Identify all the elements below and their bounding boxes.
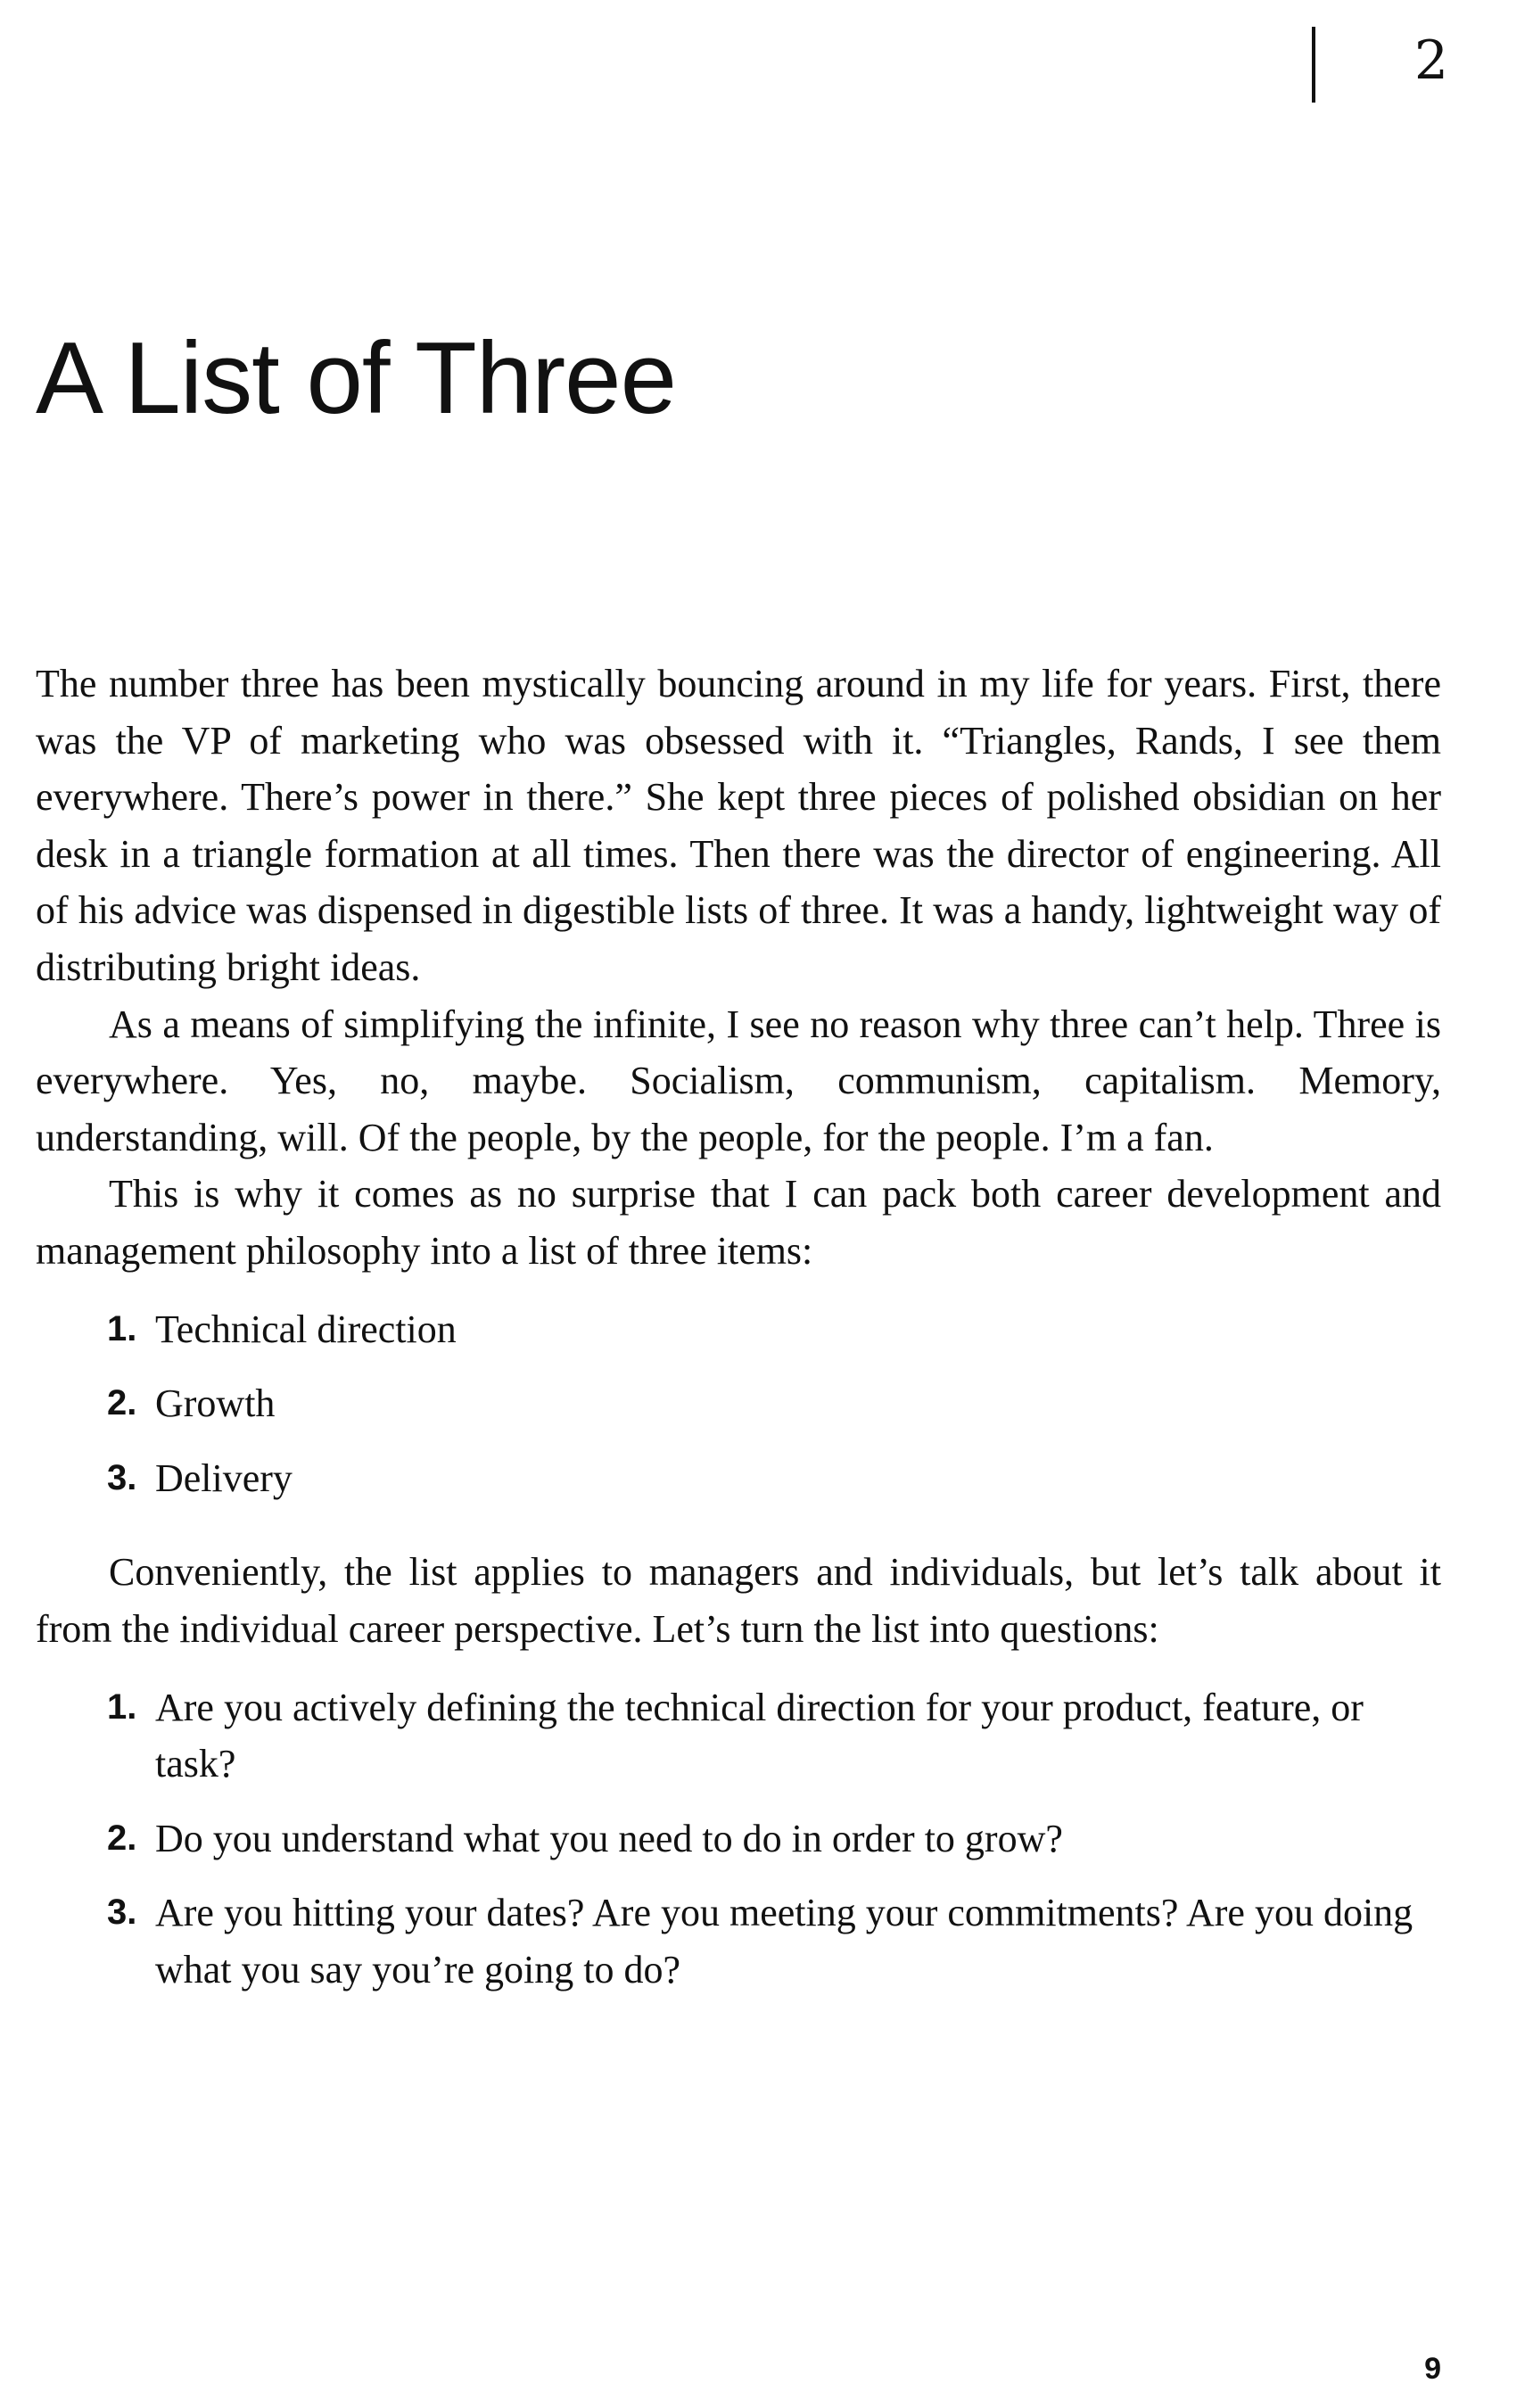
- list-item-number: 2.: [107, 1818, 137, 1858]
- chapter-number: 2: [1413, 29, 1449, 92]
- body-text: [36, 656, 1441, 2016]
- list-item-text: Do you understand what you need to do in order to grow?: [155, 1816, 1063, 1860]
- list-of-questions: [36, 1679, 1441, 1999]
- list-item-number: 3.: [107, 1893, 137, 1933]
- paragraph-list-intro: This is why it comes as no surprise that I can pack both career development and management philosophy into a list of three items:: [36, 1172, 1441, 1273]
- paragraph-intro: The number three has been mystically bouncing around in my life for years. First, there was the VP of marketing who was obsessed with it. “Triangles, Rands, I see them everywhere. There’s power in there.” She kept three pieces of polished obsidian on her desk in a triangle formation at all times. Then there was the director of engineering. All of his advice was dispensed in digestible lists of three. It was a handy, lightweight way of distributing bright ideas.: [36, 662, 1441, 989]
- list-item-number: 1.: [107, 1308, 137, 1348]
- paragraph-three-everywhere: As a means of simplifying the infinite, I see no reason why three can’t help. Three is everywhere. Yes, no, maybe. Socialism, communism, capitalism. Memory, understanding, will. Of the people, by the people, for the people. I’m a fan.: [36, 1002, 1441, 1159]
- list-item: [36, 1810, 1441, 1868]
- list-item-number: 3.: [107, 1457, 137, 1497]
- paragraph-questions-intro: Conveniently, the list applies to managers and individuals, but let’s talk about it from the individual career perspective. Let’s turn the list into questions:: [36, 1550, 1441, 1651]
- list-item-text: Are you actively defining the technical direction for your product, feature, or task?: [155, 1685, 1364, 1786]
- chapter-title: A List of Three: [36, 322, 676, 435]
- list-item: [36, 1301, 1441, 1358]
- list-item-number: 1.: [107, 1686, 137, 1727]
- list-of-three-items: [36, 1301, 1441, 1507]
- list-item-text: Growth: [155, 1381, 276, 1426]
- list-item: [36, 1450, 1441, 1507]
- list-item-text: Technical direction: [155, 1307, 457, 1351]
- list-item-text: Delivery: [155, 1456, 293, 1500]
- list-item: [36, 1375, 1441, 1432]
- chapter-marker-rule: [1312, 27, 1315, 103]
- list-item-number: 2.: [107, 1383, 137, 1423]
- list-item-text: Are you hitting your dates? Are you meeting your commitments? Are you doing what you say you’re going to do?: [155, 1891, 1413, 1992]
- list-item: [36, 1884, 1441, 1998]
- page-number: 9: [1424, 2352, 1441, 2386]
- list-item: [36, 1679, 1441, 1793]
